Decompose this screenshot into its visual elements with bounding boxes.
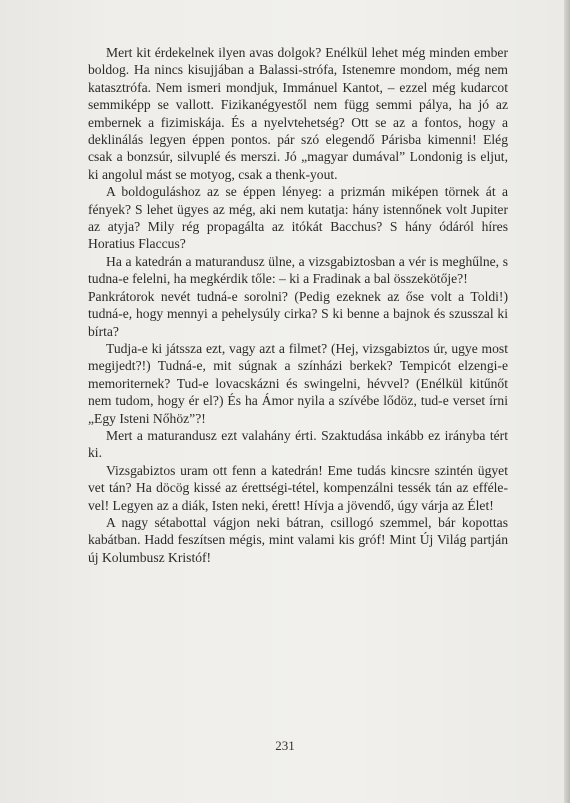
- paragraph: Mert a maturandusz ezt valahány érti. Szaktudása inkább ez irányba tért ki.: [88, 427, 508, 461]
- body-text: [88, 44, 508, 566]
- paragraph: Mert kit érdekelnek ilyen avas dolgok? Enélkül lehet még minden ember boldog. Ha nincs kisujjában a Balassi-strófa, Istenemre mondom, még nem katasztrófa. Nem ismeri mondjuk, Immánuel Kantot, – ezzel még kudarcot semmiképp se vallott. Fizikanégyestől nem függ semmi pálya, ha jó az embernek a fizimiskája. És a nyelvtehetség? Ott se az a fontos, hogy a deklinálás legyen éppen pontos. pár szó elegendő Párisba kimenni! Elég csak a bonzsúr, silvuplé és merszi. Jó „magyar dumával” Londonig is eljut, ki angolul mást se motyog, csak a thenk-yout.: [88, 45, 508, 182]
- paragraph: Vizsgabiztos uram ott fenn a katedrán! Eme tudás kincsre szintén ügyet vet tán? Ha döcög kissé az érettségi-tétel, kompenzálni tessék tán az effélevel! Legyen az a diák, Isten neki, érett! Hívja a jövendő, úgy várja az Élet!: [88, 462, 508, 513]
- paragraph: Ha a katedrán a maturandusz ülne, a vizsgabiztosban a vér is meghűlne, s tudna-e felelni, ha megkérdik tőle: – ki a Fradinak a bal összekötője?!: [88, 253, 508, 287]
- page-number: 231: [275, 738, 295, 753]
- paragraph: A boldoguláshoz az se éppen lényeg: a prizmán miképen törnek át a fények? S lehet ügyes az még, aki nem kutatja: hány istennőnek volt Jupiter az atyja? Mily rég propagálta az itókát Bacchus? S hány ódáról híres Horatius Flaccus?: [88, 184, 508, 252]
- paragraph: A nagy sétabottal vágjon neki bátran, csillogó szemmel, bár kopottas kabátban. Hadd feszítsen mégis, mint valami kis gróf! Mint Új Világ partján új Kolumbusz Kristóf!: [88, 514, 508, 565]
- paragraph: Pankrátorok nevét tudná-e sorolni? (Pedig ezeknek az őse volt a Toldi!) tudná-e, hogy mennyi a pehelysúly cirka? S ki benne a bajnok és szusszal ki bírta?: [88, 288, 508, 339]
- paragraph: Tudja-e ki játssza ezt, vagy azt a filmet? (Hej, vizsgabiztos úr, ugye most megijedt?!) Tudná-e, mit súgnak a színházi berkek? Tempicót elzengi-e memoriternek? Tud-e lovacskázni és swingelni, hévvel? (Enélkül kitűnőt nem tudom, hogy ér el?) És ha Ámor nyila a szívébe lődöz, tud-e verset írni „Egy Isteni Nőhöz”?!: [88, 340, 508, 426]
- page-edge-shadow: [564, 0, 570, 803]
